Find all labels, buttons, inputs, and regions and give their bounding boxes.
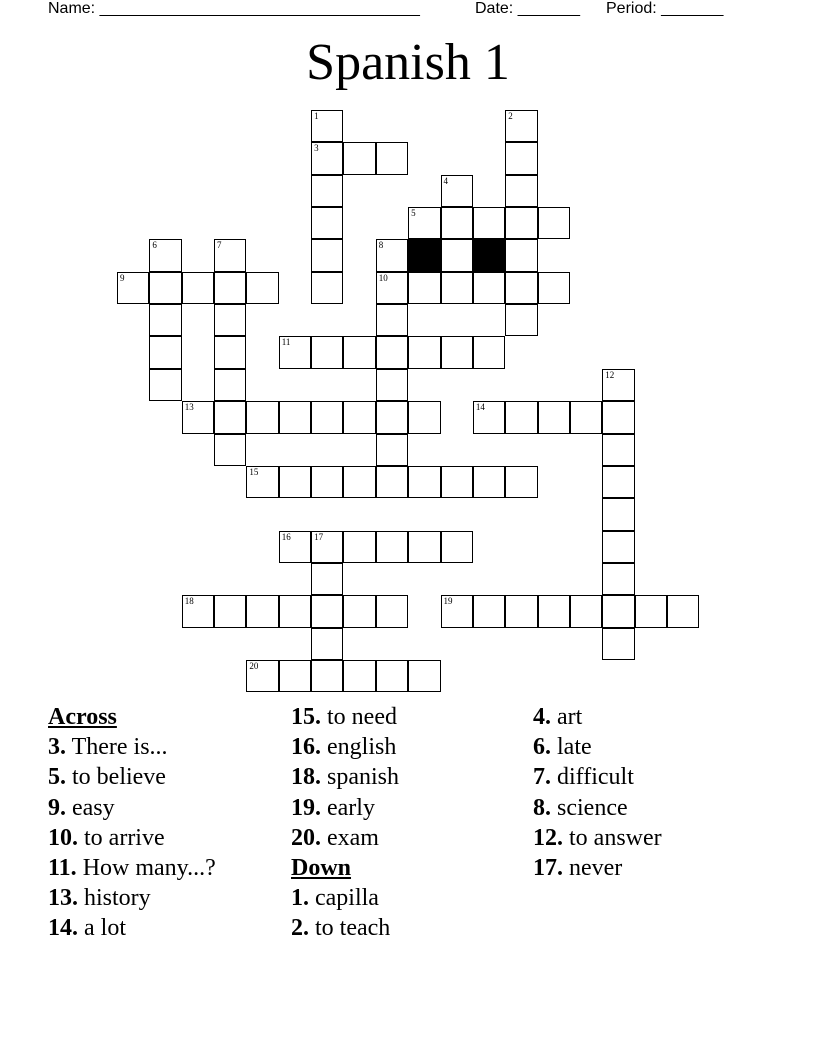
clue-item-text: a lot (84, 915, 126, 942)
grid-cell[interactable] (279, 660, 311, 692)
grid-cell[interactable] (602, 563, 634, 595)
clue-number: 11 (281, 337, 291, 348)
grid-cell[interactable] (343, 466, 375, 498)
clue-item (48, 883, 216, 913)
grid-cell[interactable] (311, 563, 343, 595)
grid-cell[interactable] (376, 595, 408, 627)
grid-cell[interactable] (343, 531, 375, 563)
grid-cell[interactable] (376, 336, 408, 368)
grid-cell[interactable] (505, 401, 537, 433)
clue-item-number: 14. (48, 915, 78, 942)
grid-cell[interactable] (602, 369, 634, 401)
grid-cell[interactable] (635, 595, 667, 627)
clue-number: 20 (249, 660, 259, 671)
clue-item (48, 823, 216, 853)
clue-item-number: 8. (533, 794, 551, 821)
clue-item-text: How many...? (82, 855, 216, 882)
grid-cell[interactable] (149, 239, 181, 271)
clue-number: 9 (120, 272, 125, 283)
clue-item-text: history (84, 885, 151, 912)
clue-number: 16 (281, 531, 291, 542)
grid-cell[interactable] (311, 466, 343, 498)
grid-cell[interactable] (311, 272, 343, 304)
grid-cell[interactable] (505, 142, 537, 174)
clue-item-text: to believe (72, 764, 166, 791)
clue-number: 8 (378, 240, 384, 251)
grid-cell[interactable] (505, 239, 537, 271)
grid-cell[interactable] (441, 336, 473, 368)
grid-cell[interactable] (538, 207, 570, 239)
clue-number: 1 (314, 111, 319, 121)
grid-cell[interactable] (311, 660, 343, 692)
grid-cell[interactable] (602, 628, 634, 660)
clue-number: 15 (249, 466, 259, 477)
grid-cell[interactable] (246, 660, 278, 692)
clue-item-number: 11. (48, 855, 77, 882)
clue-number: 4 (443, 175, 448, 186)
grid-cell[interactable] (311, 207, 343, 239)
page-title: Spanish 1 (306, 34, 510, 91)
grid-cell[interactable] (311, 175, 343, 207)
clue-item-text: never (569, 855, 623, 882)
grid-cell[interactable] (441, 595, 473, 627)
clue-item (291, 883, 399, 913)
grid-cell[interactable] (408, 272, 440, 304)
clue-item (291, 702, 399, 732)
grid-cell[interactable] (570, 595, 602, 627)
grid-cell[interactable] (149, 336, 181, 368)
grid-cell[interactable] (376, 466, 408, 498)
clue-number: 6 (152, 240, 157, 251)
grid-cell[interactable] (602, 466, 634, 498)
clue-number: 17 (314, 531, 324, 542)
grid-block (473, 239, 505, 271)
clue-item-number: 4. (533, 704, 551, 730)
grid-cell[interactable] (117, 272, 149, 304)
grid-cell[interactable] (246, 272, 278, 304)
grid-cell[interactable] (343, 595, 375, 627)
grid-cell[interactable] (343, 142, 375, 174)
grid-cell[interactable] (505, 595, 537, 627)
grid-cell[interactable] (376, 434, 408, 466)
clue-item (48, 762, 216, 792)
grid-cell[interactable] (182, 595, 214, 627)
grid-cell[interactable] (408, 660, 440, 692)
grid-cell[interactable] (473, 336, 505, 368)
grid-cell[interactable] (441, 207, 473, 239)
grid-cell[interactable] (343, 401, 375, 433)
section-heading: Across (48, 704, 117, 730)
clue-item-number: 6. (533, 734, 551, 761)
clue-item-text: late (557, 734, 592, 761)
clue-item-text: spanish (327, 764, 399, 791)
clue-item-text: early (327, 794, 375, 821)
clue-item (291, 762, 399, 792)
grid-cell[interactable] (376, 531, 408, 563)
grid-cell[interactable] (311, 239, 343, 271)
grid-cell[interactable] (408, 401, 440, 433)
clue-item (533, 702, 662, 732)
grid-cell[interactable] (473, 595, 505, 627)
grid-cell[interactable] (602, 434, 634, 466)
clue-item-text: to arrive (84, 824, 165, 851)
grid-cell[interactable] (311, 628, 343, 660)
clue-item-text: to answer (569, 824, 662, 851)
clue-column-2 (291, 702, 399, 944)
grid-cell[interactable] (311, 142, 343, 174)
grid-cell[interactable] (602, 401, 634, 433)
clue-item-number: 10. (48, 824, 78, 851)
clue-item (533, 732, 662, 762)
clue-number: 3 (314, 143, 319, 154)
clue-item-number: 13. (48, 885, 78, 912)
clue-item-number: 18. (291, 764, 321, 791)
grid-cell[interactable] (441, 175, 473, 207)
clue-item-number: 19. (291, 794, 321, 821)
clue-item-number: 12. (533, 824, 563, 851)
grid-cell[interactable] (214, 272, 246, 304)
grid-block (408, 239, 440, 271)
clue-item-number: 17. (533, 855, 563, 882)
grid-cell[interactable] (505, 110, 537, 142)
grid-cell[interactable] (214, 595, 246, 627)
grid-cell[interactable] (214, 304, 246, 336)
grid-cell[interactable] (279, 466, 311, 498)
grid-cell[interactable] (408, 531, 440, 563)
clue-item (291, 823, 399, 853)
grid-cell[interactable] (473, 401, 505, 433)
grid-cell[interactable] (667, 595, 699, 627)
grid-cell[interactable] (246, 466, 278, 498)
clue-item (533, 853, 662, 883)
clue-number: 5 (411, 208, 416, 219)
clue-item-text: difficult (557, 764, 634, 791)
clue-item-number: 3. (48, 734, 66, 761)
clue-column-3 (533, 702, 662, 883)
grid-cell[interactable] (149, 304, 181, 336)
clue-item (291, 732, 399, 762)
grid-cell[interactable] (376, 142, 408, 174)
clue-item-number: 16. (291, 734, 321, 761)
section-heading: Down (291, 855, 352, 882)
clue-number: 18 (184, 596, 194, 607)
period-field-label: Period: _______ (606, 0, 724, 17)
grid-cell[interactable] (376, 401, 408, 433)
clue-item-text: art (557, 704, 583, 730)
grid-cell[interactable] (538, 595, 570, 627)
clue-item (533, 823, 662, 853)
clue-item (48, 793, 216, 823)
grid-cell[interactable] (279, 401, 311, 433)
grid-cell[interactable] (343, 336, 375, 368)
grid-cell[interactable] (149, 272, 181, 304)
clue-item (533, 762, 662, 792)
grid-cell[interactable] (408, 207, 440, 239)
grid-cell[interactable] (408, 466, 440, 498)
clue-item-number: 5. (48, 764, 66, 791)
clue-item-text: science (557, 794, 628, 821)
grid-cell[interactable] (246, 595, 278, 627)
clue-item-number: 2. (291, 915, 309, 942)
clue-number: 13 (184, 402, 194, 413)
clue-item-text: exam (327, 824, 379, 851)
grid-cell[interactable] (376, 304, 408, 336)
date-field-label: Date: _______ (475, 0, 580, 17)
grid-cell[interactable] (279, 531, 311, 563)
clue-item (291, 913, 399, 943)
clue-number: 19 (443, 596, 453, 607)
clue-item (48, 913, 216, 943)
clue-number: 14 (475, 402, 485, 413)
grid-cell[interactable] (602, 531, 634, 563)
grid-cell[interactable] (441, 531, 473, 563)
grid-cell[interactable] (505, 304, 537, 336)
grid-cell[interactable] (408, 336, 440, 368)
grid-cell[interactable] (473, 272, 505, 304)
grid-cell[interactable] (570, 401, 602, 433)
grid-cell[interactable] (182, 272, 214, 304)
grid-cell[interactable] (246, 401, 278, 433)
grid-cell[interactable] (182, 401, 214, 433)
clue-item (533, 793, 662, 823)
grid-cell[interactable] (505, 175, 537, 207)
clue-number: 7 (217, 240, 222, 251)
clue-item-text: capilla (315, 885, 379, 912)
grid-cell[interactable] (376, 660, 408, 692)
grid-cell[interactable] (602, 498, 634, 530)
clue-item-number: 1. (291, 885, 309, 912)
grid-cell[interactable] (311, 336, 343, 368)
clue-item-text: english (327, 734, 397, 761)
grid-cell[interactable] (279, 336, 311, 368)
clue-item (48, 732, 216, 762)
clue-number: 2 (508, 111, 513, 121)
clue-item-text: easy (72, 794, 115, 821)
grid-cell[interactable] (214, 434, 246, 466)
clue-item-text: to teach (315, 915, 391, 942)
grid-cell[interactable] (214, 401, 246, 433)
clue-item-number: 20. (291, 824, 321, 851)
grid-cell[interactable] (505, 207, 537, 239)
clue-item-number: 7. (533, 764, 551, 791)
grid-cell[interactable] (505, 466, 537, 498)
grid-cell[interactable] (214, 239, 246, 271)
clue-item-number: 15. (291, 704, 321, 730)
clue-item (48, 853, 216, 883)
grid-cell[interactable] (311, 531, 343, 563)
grid-cell[interactable] (505, 272, 537, 304)
grid-cell[interactable] (441, 466, 473, 498)
clue-number: 10 (378, 272, 388, 283)
grid-cell[interactable] (441, 239, 473, 271)
clue-number: 12 (605, 369, 615, 380)
name-field-label: Name: ____________________________________ (48, 0, 420, 17)
grid-cell[interactable] (376, 272, 408, 304)
grid-cell[interactable] (279, 595, 311, 627)
clue-item-text: There is... (71, 734, 168, 761)
grid-cell[interactable] (538, 272, 570, 304)
grid-cell[interactable] (214, 369, 246, 401)
clue-item (291, 793, 399, 823)
grid-cell[interactable] (473, 207, 505, 239)
clue-column-1 (48, 702, 216, 944)
grid-cell[interactable] (149, 369, 181, 401)
grid-cell[interactable] (376, 369, 408, 401)
grid-cell[interactable] (376, 239, 408, 271)
clue-item-text: to need (327, 704, 397, 730)
grid-cell[interactable] (473, 466, 505, 498)
grid-cell[interactable] (538, 401, 570, 433)
grid-cell[interactable] (602, 595, 634, 627)
grid-cell[interactable] (214, 336, 246, 368)
clue-item-number: 9. (48, 794, 66, 821)
grid-cell[interactable] (311, 110, 343, 142)
grid-cell[interactable] (343, 660, 375, 692)
grid-cell[interactable] (311, 595, 343, 627)
grid-cell[interactable] (441, 272, 473, 304)
grid-cell[interactable] (311, 401, 343, 433)
